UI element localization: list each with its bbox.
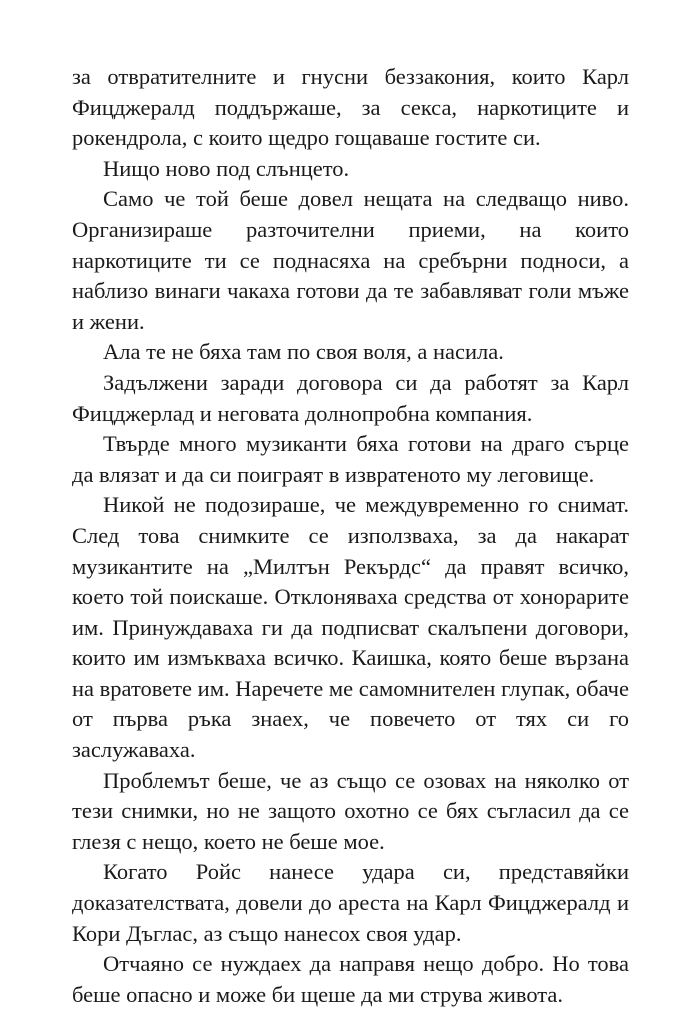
paragraph-5: Задължени заради договора си да работят за Карл Фицджерлад и неговата долнопробна компания. [72,369,629,426]
paragraph-9: Когато Ройс нанесе удара си, представяйки доказателствата, довели до ареста на Карл Фицджералд и Кори Дъглас, аз също нанесох своя удар. [72,859,629,946]
paragraph-6: Твърде много музиканти бяха готови на драго сърце да влязат и да си поиграят в извратеното му леговище. [72,431,629,487]
paragraph-2: Нищо ново под слънцето. [103,155,350,181]
page-body [72,62,629,1010]
paragraph-7: Никой не подозираше, че междувременно го снимат. След това снимките се използваха, за да накарат музикантите на „Милтън Рекърдс“ да правят всичко, което той поискаше. Отклоняваха средства от хонорарите им. Принуждаваха ги да подписват скалъпени договори, които им измъкваха всичко. Каишка, която беше вързана на вратовете им. Наречете ме самомнителен глупак, обаче от първа ръка знаех, че повечето от тях си го заслужаваха. [72,492,629,763]
paragraph-1: за отвратителните и гнусни беззакония, които Карл Фицджералд поддържаше, за секса, наркотиците и рокендрола, с които щедро гощаваше гостите си. [72,64,629,151]
paragraph-8: Проблемът беше, че аз също се озовах на няколко от тези снимки, но не защото охотно се бях съгласил да се глезя с нещо, което не беше мое. [72,767,629,854]
paragraph-3: Само че той беше довел нещата на следващо ниво. Организираше разточителни приеми, на които наркотиците ти се поднасяха на сребърни подноси, а наблизо винаги чакаха готови да те забавляват голи мъже и жени. [72,186,629,334]
paragraph-10: Отчаяно се нуждаех да направя нещо добро. Но това беше опасно и може би щеше да ми струва живота. [72,951,629,1007]
paragraph-4: Ала те не бяха там по своя воля, а насила. [103,339,504,365]
